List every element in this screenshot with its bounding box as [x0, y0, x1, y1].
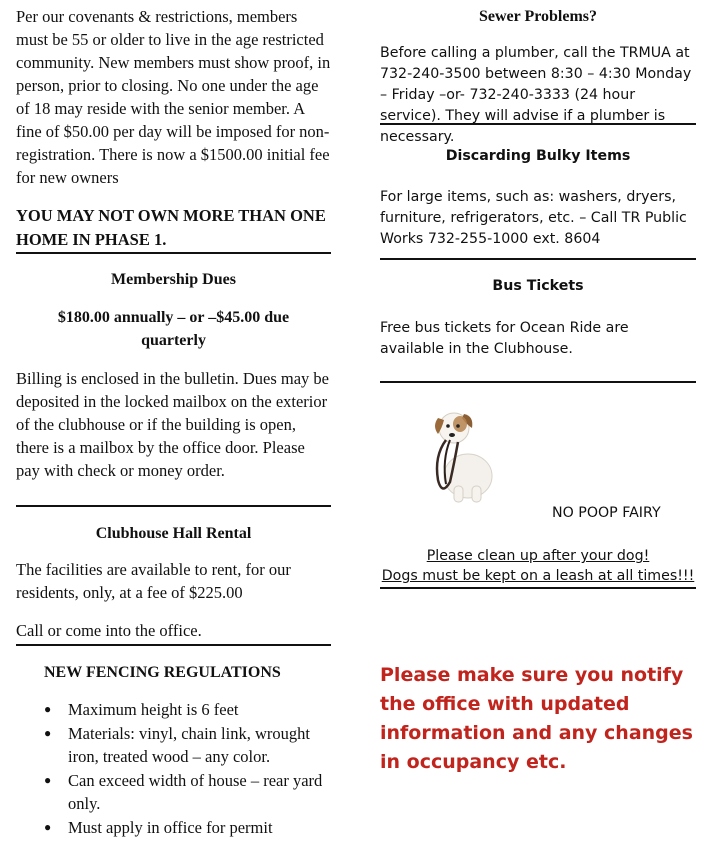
bulky-items-title: Discarding Bulky Items: [445, 148, 631, 164]
divider: [16, 252, 331, 254]
divider: [16, 644, 331, 646]
dues-billing-text: Billing is enclosed in the bulletin. Dues may be deposited in the locked mailbox on the exterior of the clubhouse or if the building is open, there is a mailbox by the office door. Please pay with check or money order.: [16, 369, 329, 480]
list-item: ● Can exceed width of house – rear yard only.: [44, 771, 323, 813]
rental-text: The facilities are available to rent, for our residents, only, at a fee of $225.00: [16, 560, 291, 602]
bullet-icon: ●: [44, 773, 52, 787]
bus-tickets-text: Free bus tickets for Ocean Ride are available in the Clubhouse.: [380, 320, 629, 357]
dog-leash-text: Dogs must be kept on a leash at all times!!!: [381, 568, 695, 584]
sewer-text: Before calling a plumber, call the TRMUA at 732-240-3500 between 8:30 – 4:30 Monday – Friday –or- 732-240-3333 (24 hour service). They will advise if a plumber is necessary.: [380, 45, 692, 145]
sewer-title: Sewer Problems?: [478, 8, 598, 25]
divider: [380, 258, 696, 260]
occupancy-notice: Please make sure you notify the office with updated information and any changes in occupancy etc.: [380, 664, 693, 773]
divider: [380, 123, 696, 125]
divider: [380, 381, 696, 383]
divider: [380, 587, 696, 589]
dog-with-leash-icon: [424, 404, 506, 504]
bus-tickets-title: Bus Tickets: [492, 278, 584, 294]
membership-dues-title: Membership Dues: [111, 271, 236, 288]
list-item: ● Materials: vinyl, chain link, wrought iron, treated wood – any color.: [44, 724, 310, 766]
bullet-icon: ●: [44, 702, 52, 716]
rental-call-text: Call or come into the office.: [16, 621, 202, 640]
fencing-list: [16, 698, 331, 840]
dues-amount: $180.00 annually – or –$45.00 due quarterly: [57, 309, 290, 349]
age-restriction-text: Per our covenants & restrictions, members must be 55 or older to live in the age restricted community. New members must show proof, in person, prior to closing. No one under the age of 18 may reside with the senior member. A fine of $50.00 per day will be imposed for non-registration. There is now a $1500.00 initial fee for new owners: [16, 7, 331, 187]
fencing-title: NEW FENCING REGULATIONS: [44, 664, 281, 681]
no-poop-fairy-label: NO POOP FAIRY: [552, 505, 661, 521]
clubhouse-rental-title: Clubhouse Hall Rental: [95, 525, 252, 542]
divider: [16, 505, 331, 507]
bulky-items-text: For large items, such as: washers, dryers, furniture, refrigerators, etc. – Call TR Public Works 732-255-1000 ext. 8604: [380, 189, 687, 247]
list-item: ● Must apply in office for permit: [44, 818, 273, 837]
own-one-home-warning: YOU MAY NOT OWN MORE THAN ONE HOME IN PHASE 1.: [16, 206, 326, 249]
bullet-icon: ●: [44, 726, 52, 740]
dog-cleanup-text: Please clean up after your dog!: [426, 548, 650, 564]
list-item: ● Maximum height is 6 feet: [44, 700, 239, 719]
bullet-icon: ●: [44, 820, 52, 834]
